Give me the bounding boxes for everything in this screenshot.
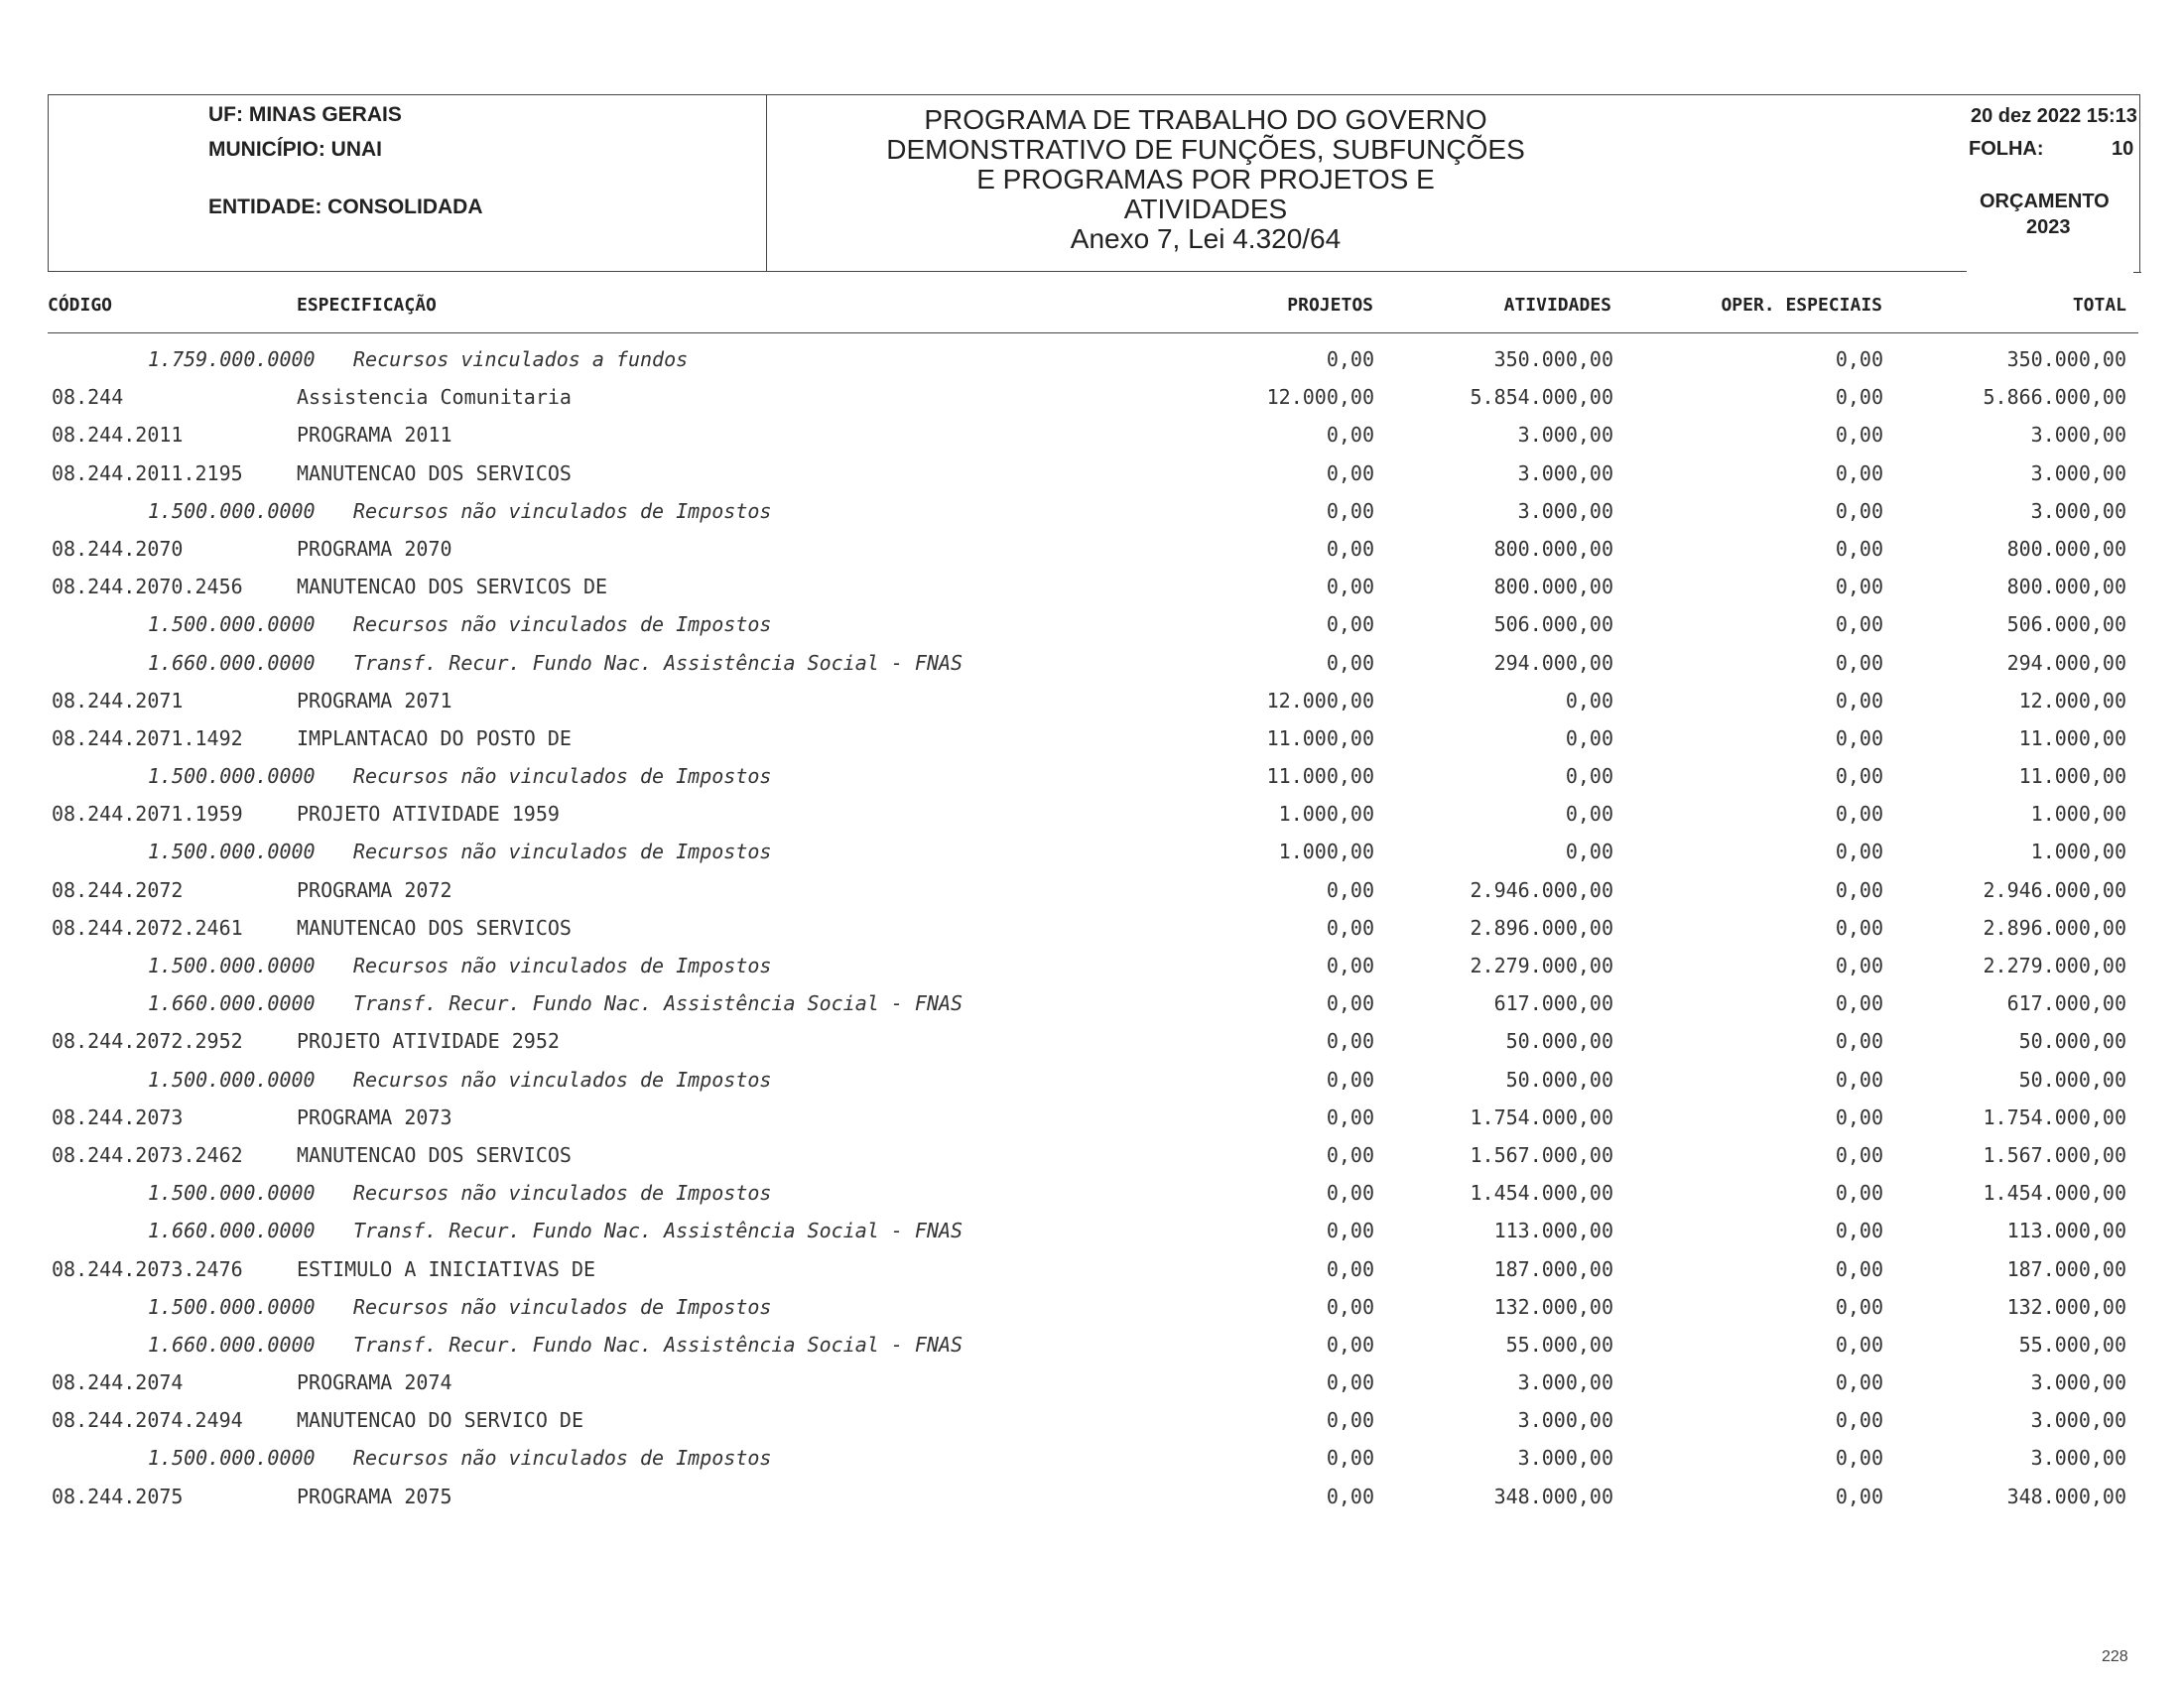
row-description: PROGRAMA 2075: [297, 1484, 452, 1508]
fonte-row: [0, 643, 2184, 681]
row-atividades: 1.567.000,00: [1470, 1142, 1613, 1167]
table-row: [0, 1135, 2184, 1173]
row-total: 1.000,00: [2030, 840, 2126, 864]
row-oper-especiais: 0,00: [1835, 1104, 1883, 1129]
row-description: PROGRAMA 2011: [297, 423, 452, 448]
row-oper-especiais: 0,00: [1835, 688, 1883, 713]
row-oper-especiais: 0,00: [1835, 991, 1883, 1016]
row-atividades: 2.946.000,00: [1470, 877, 1613, 902]
table-row: [0, 1249, 2184, 1287]
table-row: [0, 567, 2184, 604]
row-projetos: 11.000,00: [1266, 764, 1374, 789]
row-code: 1.500.000.0000: [148, 498, 316, 523]
row-code: 08.244.2073.2476: [52, 1256, 243, 1281]
col-header-atividades: ATIVIDADES: [1503, 295, 1611, 316]
table-row: [0, 377, 2184, 415]
row-atividades: 3.000,00: [1517, 498, 1613, 523]
row-code: 08.244.2075: [52, 1484, 184, 1508]
row-projetos: 0,00: [1326, 347, 1374, 371]
row-oper-especiais: 0,00: [1835, 1370, 1883, 1395]
row-atividades: 5.854.000,00: [1470, 385, 1613, 410]
row-atividades: 0,00: [1565, 764, 1613, 789]
row-total: 3.000,00: [2030, 1446, 2126, 1471]
row-total: 506.000,00: [2006, 612, 2126, 637]
row-oper-especiais: 0,00: [1835, 423, 1883, 448]
row-projetos: 0,00: [1326, 1446, 1374, 1471]
row-code: 1.660.000.0000: [148, 1332, 316, 1357]
entidade-label: ENTIDADE: CONSOLIDADA: [208, 195, 483, 218]
folha-value: 10: [2112, 138, 2134, 160]
row-description: IMPLANTACAO DO POSTO DE: [297, 725, 572, 750]
row-projetos: 0,00: [1326, 1104, 1374, 1129]
row-code: 1.660.000.0000: [148, 1219, 316, 1243]
table-row: [0, 529, 2184, 567]
row-projetos: 0,00: [1326, 575, 1374, 599]
header-right-rule: [2139, 94, 2140, 273]
fonte-row: [0, 983, 2184, 1021]
page-number: 228: [2102, 1648, 2128, 1665]
row-atividades: 0,00: [1565, 802, 1613, 827]
row-total: 800.000,00: [2006, 575, 2126, 599]
fonte-row: [0, 1211, 2184, 1248]
report-datetime: 20 dez 2022 15:13: [1971, 105, 2137, 127]
row-description: Recursos vinculados a fundos: [353, 347, 689, 371]
row-code: 08.244.2071: [52, 688, 184, 713]
row-code: 08.244.2074.2494: [52, 1408, 243, 1433]
row-projetos: 0,00: [1326, 991, 1374, 1016]
row-atividades: 350.000,00: [1493, 347, 1613, 371]
row-projetos: 0,00: [1326, 1029, 1374, 1054]
table-body: [0, 339, 2184, 1514]
fonte-row: [0, 756, 2184, 794]
row-code: 1.500.000.0000: [148, 840, 316, 864]
row-oper-especiais: 0,00: [1835, 612, 1883, 637]
row-description: PROGRAMA 2072: [297, 877, 452, 902]
title-line: Anexo 7, Lei 4.320/64: [1070, 223, 1342, 254]
row-description: PROJETO ATIVIDADE 2952: [297, 1029, 560, 1054]
row-description: Recursos não vinculados de Impostos: [353, 954, 772, 977]
row-total: 3.000,00: [2030, 460, 2126, 485]
row-atividades: 3.000,00: [1517, 1408, 1613, 1433]
row-projetos: 11.000,00: [1266, 725, 1374, 750]
fonte-row: [0, 339, 2184, 377]
row-projetos: 0,00: [1326, 1370, 1374, 1395]
row-projetos: 1.000,00: [1278, 840, 1374, 864]
municipio-label: MUNICÍPIO: UNAI: [208, 138, 382, 161]
row-total: 55.000,00: [2018, 1332, 2126, 1357]
row-projetos: 0,00: [1326, 915, 1374, 940]
row-oper-especiais: 0,00: [1835, 460, 1883, 485]
title-line: ATIVIDADES: [1123, 194, 1288, 224]
header-bottom-rule: [766, 271, 1967, 272]
header-top-rule: [766, 94, 2140, 95]
row-projetos: 0,00: [1326, 1219, 1374, 1243]
row-total: 1.454.000,00: [1983, 1181, 2126, 1206]
row-total: 113.000,00: [2006, 1219, 2126, 1243]
row-oper-especiais: 0,00: [1835, 1446, 1883, 1471]
row-total: 1.567.000,00: [1983, 1142, 2126, 1167]
row-code: 1.500.000.0000: [148, 1067, 316, 1092]
row-total: 3.000,00: [2030, 423, 2126, 448]
row-projetos: 0,00: [1326, 954, 1374, 977]
table-row: [0, 415, 2184, 453]
fonte-row: [0, 832, 2184, 869]
row-projetos: 0,00: [1326, 1484, 1374, 1508]
row-description: MANUTENCAO DOS SERVICOS DE: [297, 575, 608, 599]
row-code: 1.660.000.0000: [148, 650, 316, 675]
row-total: 11.000,00: [2018, 725, 2126, 750]
col-header-especificacao: ESPECIFICAÇÃO: [297, 295, 437, 316]
row-atividades: 187.000,00: [1493, 1256, 1613, 1281]
row-description: Recursos não vinculados de Impostos: [353, 840, 772, 864]
table-row: [0, 1363, 2184, 1400]
row-atividades: 55.000,00: [1505, 1332, 1613, 1357]
row-code: 08.244.2072.2952: [52, 1029, 243, 1054]
row-description: Recursos não vinculados de Impostos: [353, 1294, 772, 1319]
row-total: 3.000,00: [2030, 1370, 2126, 1395]
row-projetos: 0,00: [1326, 1067, 1374, 1092]
row-atividades: 348.000,00: [1493, 1484, 1613, 1508]
row-oper-especiais: 0,00: [1835, 1029, 1883, 1054]
row-projetos: 12.000,00: [1266, 385, 1374, 410]
row-atividades: 617.000,00: [1493, 991, 1613, 1016]
row-total: 350.000,00: [2006, 347, 2126, 371]
row-description: Assistencia Comunitaria: [297, 385, 572, 410]
col-header-total: TOTAL: [2072, 295, 2126, 316]
row-code: 1.759.000.0000: [148, 347, 316, 371]
row-total: 3.000,00: [2030, 1408, 2126, 1433]
fonte-row: [0, 604, 2184, 642]
col-header-codigo: CÓDIGO: [48, 295, 113, 316]
row-total: 50.000,00: [2018, 1029, 2126, 1054]
row-oper-especiais: 0,00: [1835, 650, 1883, 675]
row-projetos: 0,00: [1326, 423, 1374, 448]
row-description: Recursos não vinculados de Impostos: [353, 498, 772, 523]
row-projetos: 0,00: [1326, 612, 1374, 637]
row-description: PROGRAMA 2070: [297, 536, 452, 561]
row-description: Transf. Recur. Fundo Nac. Assistência Social - FNAS: [353, 1219, 964, 1243]
row-projetos: 0,00: [1326, 498, 1374, 523]
row-oper-especiais: 0,00: [1835, 575, 1883, 599]
row-total: 3.000,00: [2030, 498, 2126, 523]
row-atividades: 800.000,00: [1493, 575, 1613, 599]
fonte-row: [0, 491, 2184, 529]
table-row: [0, 718, 2184, 756]
row-oper-especiais: 0,00: [1835, 385, 1883, 410]
row-code: 08.244: [52, 385, 124, 410]
row-atividades: 3.000,00: [1517, 1446, 1613, 1471]
table-row: [0, 1477, 2184, 1514]
table-row: [0, 454, 2184, 491]
header-left-box: [48, 94, 767, 272]
row-oper-especiais: 0,00: [1835, 1408, 1883, 1433]
orcamento-label: ORÇAMENTO: [1980, 191, 2110, 212]
row-projetos: 0,00: [1326, 1332, 1374, 1357]
row-code: 08.244.2011.2195: [52, 460, 243, 485]
row-oper-especiais: 0,00: [1835, 877, 1883, 902]
row-atividades: 0,00: [1565, 840, 1613, 864]
row-total: 50.000,00: [2018, 1067, 2126, 1092]
row-oper-especiais: 0,00: [1835, 498, 1883, 523]
fonte-row: [0, 1287, 2184, 1325]
row-projetos: 0,00: [1326, 1408, 1374, 1433]
row-projetos: 1.000,00: [1278, 802, 1374, 827]
row-description: Transf. Recur. Fundo Nac. Assistência Social - FNAS: [353, 650, 964, 675]
row-total: 1.754.000,00: [1983, 1104, 2126, 1129]
title-line: E PROGRAMAS POR PROJETOS E: [976, 164, 1435, 195]
row-oper-especiais: 0,00: [1835, 954, 1883, 977]
row-atividades: 294.000,00: [1493, 650, 1613, 675]
row-code: 1.500.000.0000: [148, 1446, 316, 1471]
row-description: PROJETO ATIVIDADE 1959: [297, 802, 560, 827]
col-header-oper-especiais: OPER. ESPECIAIS: [1721, 295, 1882, 316]
uf-label: UF: MINAS GERAIS: [208, 103, 402, 126]
row-code: 1.500.000.0000: [148, 764, 316, 789]
row-description: Transf. Recur. Fundo Nac. Assistência Social - FNAS: [353, 991, 964, 1016]
row-atividades: 0,00: [1565, 725, 1613, 750]
row-description: Transf. Recur. Fundo Nac. Assistência Social - FNAS: [353, 1332, 964, 1357]
orcamento-year: 2023: [2026, 216, 2071, 238]
row-description: Recursos não vinculados de Impostos: [353, 612, 772, 637]
row-description: PROGRAMA 2073: [297, 1104, 452, 1129]
row-code: 08.244.2072: [52, 877, 184, 902]
row-projetos: 0,00: [1326, 460, 1374, 485]
header-corner-tick: [2133, 272, 2141, 273]
row-oper-especiais: 0,00: [1835, 347, 1883, 371]
row-code: 08.244.2073.2462: [52, 1142, 243, 1167]
row-code: 1.500.000.0000: [148, 612, 316, 637]
row-total: 800.000,00: [2006, 536, 2126, 561]
row-total: 132.000,00: [2006, 1294, 2126, 1319]
row-atividades: 2.279.000,00: [1470, 954, 1613, 977]
row-code: 08.244.2073: [52, 1104, 184, 1129]
report-title: [769, 105, 1642, 254]
row-description: PROGRAMA 2074: [297, 1370, 452, 1395]
title-line: PROGRAMA DE TRABALHO DO GOVERNO: [924, 104, 1487, 135]
row-oper-especiais: 0,00: [1835, 840, 1883, 864]
row-oper-especiais: 0,00: [1835, 1142, 1883, 1167]
row-projetos: 12.000,00: [1266, 688, 1374, 713]
table-row: [0, 681, 2184, 718]
row-total: 2.946.000,00: [1983, 877, 2126, 902]
row-code: 08.244.2070: [52, 536, 184, 561]
row-code: 08.244.2074: [52, 1370, 184, 1395]
row-atividades: 113.000,00: [1493, 1219, 1613, 1243]
row-atividades: 3.000,00: [1517, 1370, 1613, 1395]
row-oper-especiais: 0,00: [1835, 1332, 1883, 1357]
row-atividades: 50.000,00: [1505, 1029, 1613, 1054]
fonte-row: [0, 1060, 2184, 1098]
row-total: 2.279.000,00: [1983, 954, 2126, 977]
row-atividades: 50.000,00: [1505, 1067, 1613, 1092]
row-projetos: 0,00: [1326, 1142, 1374, 1167]
row-description: MANUTENCAO DO SERVICO DE: [297, 1408, 583, 1433]
row-total: 294.000,00: [2006, 650, 2126, 675]
row-code: 1.500.000.0000: [148, 1294, 316, 1319]
row-total: 12.000,00: [2018, 688, 2126, 713]
row-oper-especiais: 0,00: [1835, 802, 1883, 827]
row-oper-especiais: 0,00: [1835, 1219, 1883, 1243]
row-total: 5.866.000,00: [1983, 385, 2126, 410]
row-total: 617.000,00: [2006, 991, 2126, 1016]
row-total: 1.000,00: [2030, 802, 2126, 827]
row-total: 2.896.000,00: [1983, 915, 2126, 940]
table-row: [0, 1098, 2184, 1135]
table-row: [0, 1400, 2184, 1438]
row-description: MANUTENCAO DOS SERVICOS: [297, 1142, 572, 1167]
row-oper-especiais: 0,00: [1835, 1067, 1883, 1092]
row-description: MANUTENCAO DOS SERVICOS: [297, 915, 572, 940]
fonte-row: [0, 1173, 2184, 1211]
row-atividades: 0,00: [1565, 688, 1613, 713]
row-projetos: 0,00: [1326, 1181, 1374, 1206]
row-code: 08.244.2071.1959: [52, 802, 243, 827]
table-row: [0, 870, 2184, 908]
col-header-projetos: PROJETOS: [1287, 295, 1373, 316]
row-description: PROGRAMA 2071: [297, 688, 452, 713]
row-projetos: 0,00: [1326, 650, 1374, 675]
fonte-row: [0, 1325, 2184, 1363]
row-atividades: 132.000,00: [1493, 1294, 1613, 1319]
row-oper-especiais: 0,00: [1835, 725, 1883, 750]
folha-label: FOLHA:: [1969, 138, 2044, 160]
row-code: 1.500.000.0000: [148, 954, 316, 977]
row-projetos: 0,00: [1326, 536, 1374, 561]
row-code: 08.244.2071.1492: [52, 725, 243, 750]
row-atividades: 1.754.000,00: [1470, 1104, 1613, 1129]
row-oper-especiais: 0,00: [1835, 1256, 1883, 1281]
row-projetos: 0,00: [1326, 1256, 1374, 1281]
row-oper-especiais: 0,00: [1835, 1181, 1883, 1206]
row-oper-especiais: 0,00: [1835, 536, 1883, 561]
row-atividades: 800.000,00: [1493, 536, 1613, 561]
table-row: [0, 794, 2184, 832]
row-description: Recursos não vinculados de Impostos: [353, 1181, 772, 1206]
row-atividades: 3.000,00: [1517, 460, 1613, 485]
fonte-row: [0, 946, 2184, 983]
row-code: 08.244.2072.2461: [52, 915, 243, 940]
row-projetos: 0,00: [1326, 877, 1374, 902]
row-atividades: 2.896.000,00: [1470, 915, 1613, 940]
row-description: MANUTENCAO DOS SERVICOS: [297, 460, 572, 485]
row-description: Recursos não vinculados de Impostos: [353, 1067, 772, 1092]
row-code: 08.244.2011: [52, 423, 184, 448]
row-code: 1.500.000.0000: [148, 1181, 316, 1206]
row-description: Recursos não vinculados de Impostos: [353, 764, 772, 789]
row-oper-especiais: 0,00: [1835, 764, 1883, 789]
table-header-rule: [48, 332, 2138, 333]
row-oper-especiais: 0,00: [1835, 915, 1883, 940]
row-description: ESTIMULO A INICIATIVAS DE: [297, 1256, 596, 1281]
row-atividades: 1.454.000,00: [1470, 1181, 1613, 1206]
row-projetos: 0,00: [1326, 1294, 1374, 1319]
row-total: 348.000,00: [2006, 1484, 2126, 1508]
row-total: 11.000,00: [2018, 764, 2126, 789]
row-oper-especiais: 0,00: [1835, 1484, 1883, 1508]
row-atividades: 3.000,00: [1517, 423, 1613, 448]
row-oper-especiais: 0,00: [1835, 1294, 1883, 1319]
row-code: 08.244.2070.2456: [52, 575, 243, 599]
row-description: Recursos não vinculados de Impostos: [353, 1446, 772, 1471]
fonte-row: [0, 1438, 2184, 1476]
row-code: 1.660.000.0000: [148, 991, 316, 1016]
row-atividades: 506.000,00: [1493, 612, 1613, 637]
table-row: [0, 908, 2184, 946]
table-row: [0, 1021, 2184, 1059]
title-line: DEMONSTRATIVO DE FUNÇÕES, SUBFUNÇÕES: [886, 134, 1525, 165]
row-total: 187.000,00: [2006, 1256, 2126, 1281]
